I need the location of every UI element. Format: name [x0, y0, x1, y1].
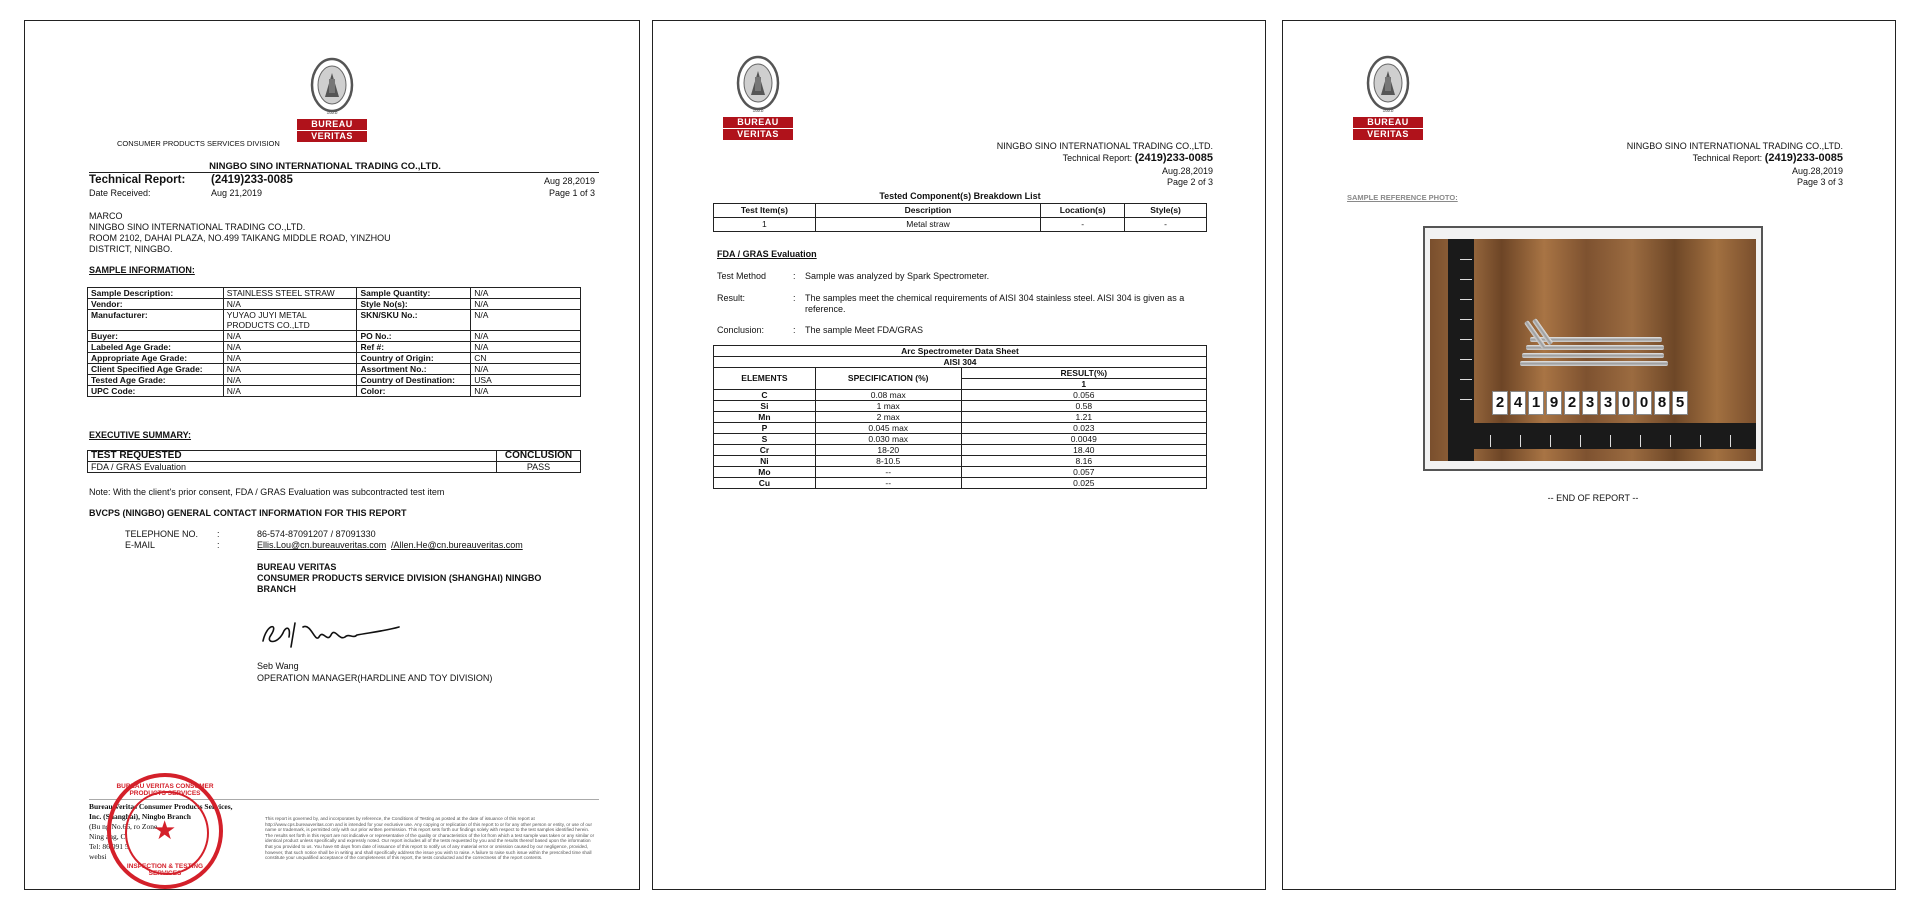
- table-cell: --: [815, 467, 961, 478]
- table-cell: N/A: [471, 288, 581, 299]
- id-digit: 5: [1672, 391, 1688, 415]
- table-row: [714, 368, 1207, 379]
- email-label: E-MAIL: [125, 540, 156, 550]
- signer-name: Seb Wang: [257, 661, 299, 671]
- table-cell: YUYAO JUYI METAL PRODUCTS CO.,LTD: [223, 310, 357, 331]
- report-number: (2419)233-0085: [1134, 152, 1213, 164]
- table-cell: CN: [471, 353, 581, 364]
- ruler-horizontal: [1448, 423, 1756, 449]
- arc-table-title: Arc Spectrometer Data Sheet: [714, 346, 1207, 357]
- table-header: SPECIFICATION (%): [815, 368, 961, 390]
- address-line: DISTRICT, NINGBO.: [89, 244, 173, 254]
- bureau-veritas-logo: [297, 57, 367, 149]
- table-cell: N/A: [471, 342, 581, 353]
- bureau-veritas-logo: [723, 55, 793, 147]
- page-number: Page 2 of 3: [1166, 177, 1213, 187]
- table-cell: 0.023: [961, 423, 1206, 434]
- report-page-3: [1282, 20, 1896, 890]
- logo-text-veritas: VERITAS: [723, 129, 793, 140]
- test-method-colon: :: [793, 271, 796, 281]
- table-header: Location(s): [1041, 204, 1125, 218]
- legal-fine-print: This report is governed by, and incorporates by reference, the Conditions of Testing as posted at the date of issuance of this report at http://www.cps.bureauveritas.com and is intended for your exclusive use. Any copying or replication of this report to or for any other person or entity, or use of our name or trademark, is permitted only with our prior written permission. This report sets forth our findings solely with respect to the test samples identified herein. The results set forth in this report are not indicative or representative of the quality or characteristics of the lot from which a test sample was taken or any similar or identical product unless specifically and expressly noted. Our report includes all of the tests requested by you and the results thereof based upon the information that you provided to us. You have 60 days from date of issuance of this report to notify us of any material error or omission caused by our negligence, provided, however, that such notice shall be in writing and shall specifically address the issue you wish to raise. A failure to raise such issue within the prescribed time shall constitute your unqualified acceptance of the completeness of this report, the tests conducted and the correctness of the report contents.: [265, 816, 595, 861]
- table-cell: PO No.:: [357, 331, 471, 342]
- svg-text:1828: 1828: [1382, 108, 1394, 114]
- address-line: MARCO: [89, 211, 123, 221]
- table-cell: Ref #:: [357, 342, 471, 353]
- report-number: (2419)233-0085: [211, 174, 293, 186]
- report-label: Technical Report:: [89, 174, 186, 186]
- test-name: FDA / GRAS Evaluation: [88, 462, 497, 473]
- table-cell: 0.0049: [961, 434, 1206, 445]
- footer-address: Tel: 86 091 5: [89, 842, 129, 851]
- sample-info-table: [87, 287, 581, 397]
- table-cell: Sample Description:: [88, 288, 224, 299]
- table-cell: 0.056: [961, 390, 1206, 401]
- footer-address: (Bu ng No.66, ro Zone,: [89, 822, 160, 831]
- signature-icon: [257, 613, 407, 655]
- fda-heading: FDA / GRAS Evaluation: [717, 249, 817, 259]
- telephone-label: TELEPHONE NO.: [125, 529, 199, 539]
- result-colon: :: [793, 293, 796, 303]
- email-colon: :: [217, 540, 220, 550]
- table-cell: 0.057: [961, 467, 1206, 478]
- logo-text-veritas: VERITAS: [1353, 129, 1423, 140]
- email-link-2[interactable]: /Allen.He@cn.bureauveritas.com: [391, 540, 523, 550]
- footer-company-line-2: Inc. (Shanghai), Ningbo Branch: [89, 812, 191, 821]
- footer-company-line-1: Bureau Veritas Consumer Products Services,: [89, 802, 233, 811]
- id-digit: 2: [1564, 391, 1580, 415]
- table-cell: Mn: [714, 412, 816, 423]
- page-number: Page 3 of 3: [1796, 177, 1843, 187]
- test-result: PASS: [497, 462, 581, 473]
- table-cell: N/A: [223, 353, 357, 364]
- table-row: [88, 386, 581, 397]
- table-cell: Cu: [714, 478, 816, 489]
- table-cell: N/A: [223, 386, 357, 397]
- table-cell: Mo: [714, 467, 816, 478]
- executive-summary-table: [87, 450, 581, 473]
- table-cell: N/A: [223, 364, 357, 375]
- straw-image: [1520, 361, 1668, 366]
- id-digit: 0: [1636, 391, 1652, 415]
- subcontract-note: Note: With the client's prior consent, FDA / GRAS Evaluation was subcontracted test item: [89, 487, 445, 497]
- logo-text-bureau: BUREAU: [1353, 117, 1423, 128]
- table-cell: 8.16: [961, 456, 1206, 467]
- address-line: NINGBO SINO INTERNATIONAL TRADING CO.,LTD.: [89, 222, 306, 232]
- footer-address: websi: [89, 852, 107, 861]
- table-cell: -: [1041, 218, 1125, 232]
- table-cell: N/A: [471, 364, 581, 375]
- result-label: Result:: [717, 293, 746, 303]
- email-link-1[interactable]: Ellis.Lou@cn.bureauveritas.com: [257, 540, 387, 550]
- conclusion-header: CONCLUSION: [497, 451, 581, 462]
- table-cell: C: [714, 390, 816, 401]
- table-row: [714, 401, 1207, 412]
- table-row: [88, 375, 581, 386]
- table-row: [88, 353, 581, 364]
- table-cell: N/A: [223, 331, 357, 342]
- report-number: (2419)233-0085: [1764, 152, 1843, 164]
- report-date: Aug.28,2019: [1791, 166, 1843, 176]
- table-row: [714, 434, 1207, 445]
- received-date: Aug 21,2019: [211, 188, 263, 198]
- report-page-1: [24, 20, 640, 890]
- table-cell: Manufacturer:: [88, 310, 224, 331]
- table-cell: UPC Code:: [88, 386, 224, 397]
- official-seal-stamp: BUREAU VERITAS CONSUMER PRODUCTS SERVICES ★ INSPECTION & TESTING SERVICES: [107, 773, 223, 889]
- bv-division-line-2: BRANCH: [257, 584, 296, 594]
- table-cell: N/A: [471, 386, 581, 397]
- table-header: ELEMENTS: [714, 368, 816, 390]
- signer-title: OPERATION MANAGER(HARDLINE AND TOY DIVISION): [257, 673, 493, 683]
- table-row: [714, 390, 1207, 401]
- star-icon: ★: [153, 815, 177, 845]
- table-cell: N/A: [471, 331, 581, 342]
- result-line-1: The samples meet the chemical requirements of AISI 304 stainless steel. AISI 304 is given as a: [805, 293, 1185, 303]
- bv-name: BUREAU VERITAS: [257, 562, 337, 572]
- company-name: NINGBO SINO INTERNATIONAL TRADING CO.,LTD.: [1626, 141, 1843, 151]
- table-row: [714, 478, 1207, 489]
- report-date: Aug 28,2019: [543, 176, 595, 186]
- logo-text-veritas: VERITAS: [297, 131, 367, 142]
- table-cell: Appropriate Age Grade:: [88, 353, 224, 364]
- table-row: [88, 342, 581, 353]
- end-of-report: -- END OF REPORT --: [1547, 493, 1639, 503]
- executive-summary-heading: EXECUTIVE SUMMARY:: [89, 430, 192, 440]
- table-cell: N/A: [223, 375, 357, 386]
- conclusion-value: The sample Meet FDA/GRAS: [805, 325, 924, 335]
- conclusion-label: Conclusion:: [717, 325, 765, 335]
- table-header: Test Item(s): [714, 204, 816, 218]
- table-row: [714, 445, 1207, 456]
- result-line-2: reference.: [805, 304, 846, 314]
- table-cell: 2 max: [815, 412, 961, 423]
- arc-table-subtitle: AISI 304: [714, 357, 1207, 368]
- table-row: [88, 451, 581, 462]
- received-label: Date Received:: [89, 188, 151, 198]
- table-cell: P: [714, 423, 816, 434]
- table-cell: 0.030 max: [815, 434, 961, 445]
- table-cell: Buyer:: [88, 331, 224, 342]
- telephone-colon: :: [217, 529, 220, 539]
- table-cell: Ni: [714, 456, 816, 467]
- table-row: [714, 204, 1207, 218]
- telephone-number: 86-574-87091207 / 87091330: [257, 529, 376, 539]
- company-name: NINGBO SINO INTERNATIONAL TRADING CO.,LTD.: [996, 141, 1213, 151]
- table-cell: 1: [714, 218, 816, 232]
- bv-division-line-1: CONSUMER PRODUCTS SERVICE DIVISION (SHANGHAI) NINGBO: [257, 573, 542, 583]
- table-cell: N/A: [223, 299, 357, 310]
- table-cell: Tested Age Grade:: [88, 375, 224, 386]
- table-row: [714, 412, 1207, 423]
- page-number: Page 1 of 3: [548, 188, 595, 198]
- bureau-veritas-logo: [1353, 55, 1423, 147]
- breakdown-title: Tested Component(s) Breakdown List: [879, 191, 1041, 201]
- table-cell: 0.58: [961, 401, 1206, 412]
- table-cell: Style No(s):: [357, 299, 471, 310]
- table-row: [88, 331, 581, 342]
- photo-heading: SAMPLE REFERENCE PHOTO:: [1347, 193, 1458, 202]
- contact-heading: BVCPS (NINGBO) GENERAL CONTACT INFORMATION FOR THIS REPORT: [89, 508, 407, 518]
- id-digit: 4: [1510, 391, 1526, 415]
- table-header: Style(s): [1125, 204, 1207, 218]
- table-cell: Si: [714, 401, 816, 412]
- sample-photo-frame: [1423, 226, 1763, 471]
- table-cell: N/A: [471, 299, 581, 310]
- table-cell: Client Specified Age Grade:: [88, 364, 224, 375]
- id-digit: 3: [1582, 391, 1598, 415]
- division-label: CONSUMER PRODUCTS SERVICES DIVISION: [117, 139, 280, 148]
- sample-id-card: [1492, 391, 1688, 413]
- table-cell: 1.21: [961, 412, 1206, 423]
- report-id-line: [1533, 153, 1843, 164]
- table-cell: Color:: [357, 386, 471, 397]
- sample-photo: [1430, 239, 1756, 461]
- straw-image: [1526, 345, 1664, 350]
- bv-emblem-icon: [310, 57, 354, 117]
- arc-spectrometer-table: [713, 345, 1207, 489]
- id-digit: 8: [1654, 391, 1670, 415]
- table-cell: 1 max: [815, 401, 961, 412]
- table-row: [88, 299, 581, 310]
- table-cell: Labeled Age Grade:: [88, 342, 224, 353]
- table-row: [88, 310, 581, 331]
- report-date: Aug.28,2019: [1161, 166, 1213, 176]
- table-cell: 8-10.5: [815, 456, 961, 467]
- table-row: [88, 288, 581, 299]
- table-cell: USA: [471, 375, 581, 386]
- svg-text:1828: 1828: [326, 110, 338, 116]
- table-cell: STAINLESS STEEL STRAW: [223, 288, 357, 299]
- table-cell: 0.08 max: [815, 390, 961, 401]
- table-cell: S: [714, 434, 816, 445]
- table-row: [714, 218, 1207, 232]
- table-cell: 18.40: [961, 445, 1206, 456]
- sample-info-heading: SAMPLE INFORMATION:: [89, 265, 195, 275]
- table-row: [714, 423, 1207, 434]
- id-digit: 2: [1492, 391, 1508, 415]
- report-page-2: [652, 20, 1266, 890]
- bv-emblem-icon: [736, 55, 780, 115]
- report-label: Technical Report:: [1692, 153, 1763, 163]
- logo-text-bureau: BUREAU: [723, 117, 793, 128]
- test-method-value: Sample was analyzed by Spark Spectrometer.: [805, 271, 990, 281]
- table-cell: -: [1125, 218, 1207, 232]
- table-header: RESULT(%): [961, 368, 1206, 379]
- bv-emblem-icon: [1366, 55, 1410, 115]
- table-row: [714, 456, 1207, 467]
- table-cell: N/A: [471, 310, 581, 331]
- table-cell: Metal straw: [815, 218, 1040, 232]
- id-digit: 9: [1546, 391, 1562, 415]
- id-digit: 3: [1600, 391, 1616, 415]
- table-cell: 18-20: [815, 445, 961, 456]
- table-cell: N/A: [223, 342, 357, 353]
- table-cell: 0.025: [961, 478, 1206, 489]
- table-header: 1: [961, 379, 1206, 390]
- table-row: [714, 346, 1207, 357]
- id-digit: 0: [1618, 391, 1634, 415]
- table-header: Description: [815, 204, 1040, 218]
- report-label: Technical Report:: [1062, 153, 1133, 163]
- table-cell: Assortment No.:: [357, 364, 471, 375]
- table-cell: Country of Origin:: [357, 353, 471, 364]
- footer-address: Ning ang, C: [89, 832, 126, 841]
- table-row: [714, 357, 1207, 368]
- table-cell: Cr: [714, 445, 816, 456]
- address-line: ROOM 2102, DAHAI PLAZA, NO.499 TAIKANG MIDDLE ROAD, YINZHOU: [89, 233, 391, 243]
- table-cell: SKN/SKU No.:: [357, 310, 471, 331]
- logo-text-bureau: BUREAU: [297, 119, 367, 130]
- table-row: [714, 467, 1207, 478]
- conclusion-colon: :: [793, 325, 796, 335]
- table-row: [88, 364, 581, 375]
- table-cell: --: [815, 478, 961, 489]
- table-cell: Vendor:: [88, 299, 224, 310]
- id-digit: 1: [1528, 391, 1544, 415]
- test-method-label: Test Method: [717, 271, 767, 281]
- table-cell: 0.045 max: [815, 423, 961, 434]
- table-cell: Sample Quantity:: [357, 288, 471, 299]
- breakdown-table: [713, 203, 1207, 232]
- report-id-line: [903, 153, 1213, 164]
- table-row: [88, 462, 581, 473]
- header-divider: [89, 172, 599, 173]
- test-requested-header: TEST REQUESTED: [88, 451, 497, 462]
- table-cell: Country of Destination:: [357, 375, 471, 386]
- svg-text:1828: 1828: [752, 108, 764, 114]
- straw-image: [1522, 353, 1664, 358]
- company-name: NINGBO SINO INTERNATIONAL TRADING CO.,LTD.: [209, 161, 441, 172]
